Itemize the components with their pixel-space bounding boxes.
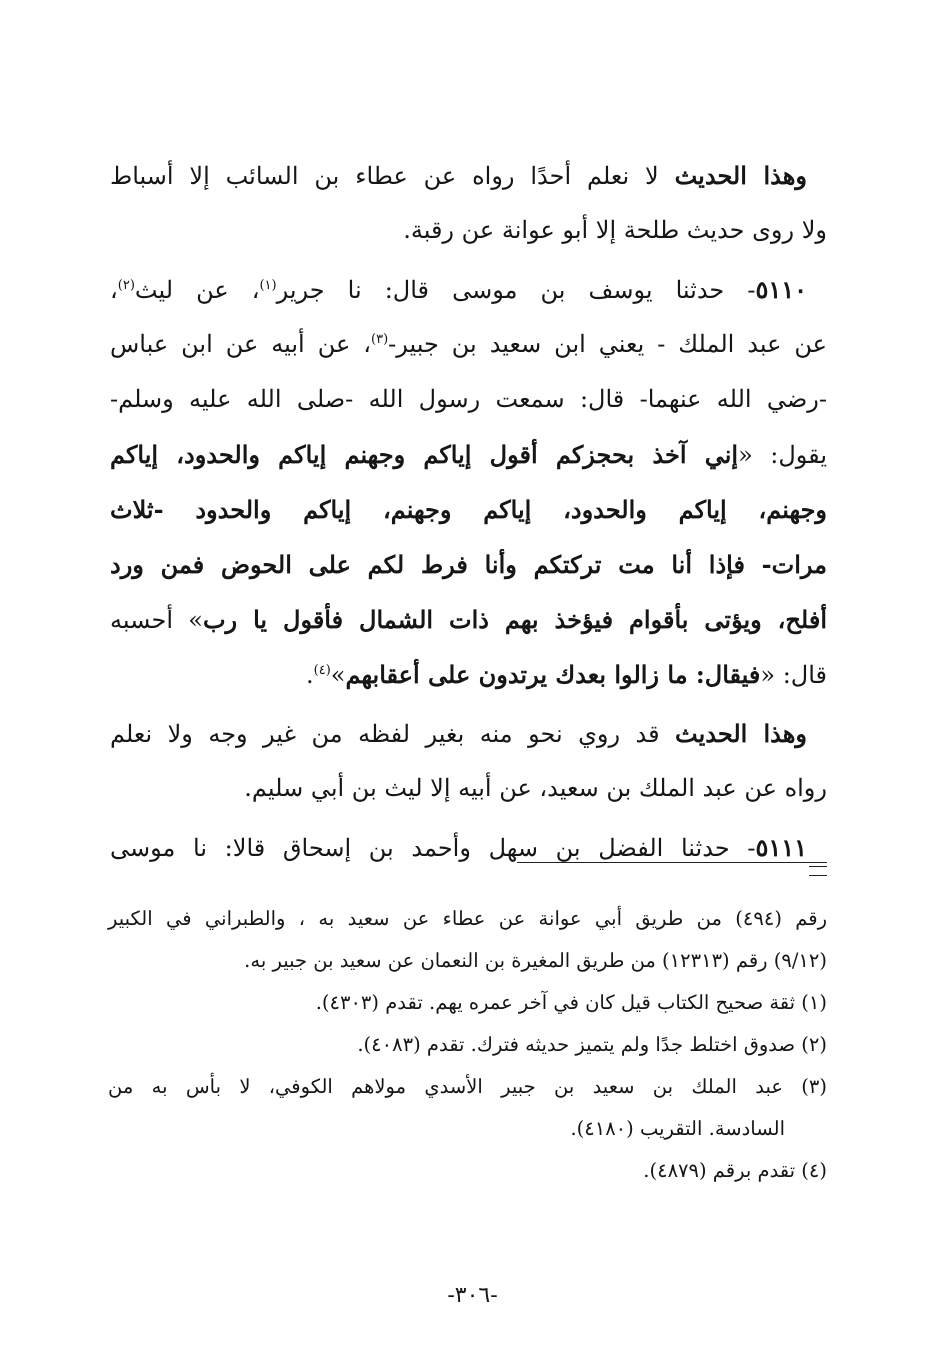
footnote-text: (٢) صدوق اختلط جدًا ولم يتميز حديثه فترك. تقدم (٤٠٨٣). <box>357 1033 827 1056</box>
footnote-1 <box>108 982 827 1024</box>
footnote-continuation <box>108 940 827 982</box>
text-run: - حدثنا الفضل بن سهل وأحمد بن إسحاق قالا: نا موسى <box>110 834 756 862</box>
footnote-4 <box>108 1150 827 1192</box>
footnote-text: (١) ثقة صحيح الكتاب قيل كان في آخر عمره يهم. تقدم (٤٣٠٣). <box>315 991 827 1014</box>
text-run: . <box>306 661 314 689</box>
bold-phrase: وهذا الحديث <box>675 719 807 748</box>
text-line <box>110 148 827 203</box>
text-run: قال: « <box>760 661 827 689</box>
text-run: ولا روى حديث طلحة إلا أبو عوانة عن رقبة. <box>403 216 827 244</box>
text-run: لا نعلم أحدًا رواه عن عطاء بن السائب إلا أسباط <box>110 162 675 190</box>
text-line <box>110 761 827 816</box>
footnote-ref: (٤) <box>313 663 331 678</box>
hadith-5111-heading <box>110 820 827 875</box>
text-run: ، عن ليث <box>134 276 260 304</box>
footnote-text: (٣) عبد الملك بن سعيد بن جبير الأسدي مولاهم الكوفي، لا بأس به من <box>108 1075 827 1098</box>
text-run: قد روي نحو منه بغير لفظه من غير وجه ولا نعلم <box>110 720 675 748</box>
footnote-continuation <box>108 898 827 940</box>
footnote-text: (٤) تقدم برقم (٤٨٧٩). <box>643 1159 827 1182</box>
text-line <box>110 482 827 537</box>
text-run: يقول: « <box>738 441 827 469</box>
hadith-5110-heading <box>110 262 827 317</box>
footnote-3 <box>108 1066 827 1108</box>
footnote-3-continued <box>108 1108 827 1150</box>
footnote-separator <box>517 862 827 863</box>
text-line <box>110 317 827 372</box>
text-run: رواه عن عبد الملك بن سعيد، عن أبيه إلا ليث بن أبي سليم. <box>244 774 827 802</box>
text-run: - حدثنا يوسف بن موسى قال: نا جرير <box>276 276 756 304</box>
hadith-number: ٥١١١ <box>755 833 807 862</box>
footnote-text: (٩/١٢) رقم (١٢٣١٣) من طريق المغيرة بن النعمان عن سعيد بن جبير به. <box>244 949 827 972</box>
text-line <box>110 372 827 427</box>
footnote-text: السادسة. التقريب (٤١٨٠). <box>570 1117 785 1140</box>
text-run: » أحسبه <box>110 606 203 634</box>
footnote-text: رقم (٤٩٤) من طريق أبي عوانة عن عطاء عن سعيد به ، والطبراني في الكبير <box>108 907 827 930</box>
text-run: ، عن أبيه عن ابن عباس <box>110 330 371 358</box>
page-number: -٣٠٦- <box>447 1283 498 1308</box>
text-run: عن عبد الملك - يعني ابن سعيد بن جبير- <box>388 330 828 358</box>
main-text <box>110 148 827 875</box>
bold-phrase: وهذا الحديث <box>674 161 808 190</box>
text-run: -رضي الله عنهما- قال: سمعت رسول الله -صلى الله عليه وسلم- <box>110 385 827 413</box>
footnote-ref: (٣) <box>371 332 389 347</box>
text-run: ، <box>110 276 118 304</box>
footnotes <box>108 898 827 1192</box>
hadith-text: أفلح، ويؤتى بأقوام فيؤخذ بهم ذات الشمال فأقول يا رب <box>202 605 828 634</box>
text-line <box>110 592 827 647</box>
text-line <box>110 427 827 482</box>
footnote-ref: (٢) <box>117 278 135 293</box>
text-line <box>110 706 827 761</box>
hadith-text: وجهنم، إياكم والحدود، إياكم وجهنم، إياكم والحدود -ثلاث <box>110 495 827 524</box>
footnote-ref: (١) <box>259 278 277 293</box>
hadith-text: فيقال: ما زالوا بعدك يرتدون على أعقابهم <box>345 660 761 689</box>
hadith-text: إني آخذ بحجزكم أقول إياكم وجهنم إياكم والحدود، إياكم <box>110 440 739 469</box>
footnote-continuation-mark <box>809 866 827 876</box>
text-line <box>110 537 827 592</box>
text-line <box>110 203 827 258</box>
footnote-2 <box>108 1024 827 1066</box>
hadith-text: مرات- فإذا أنا مت تركتكم وأنا فرط لكم على الحوض فمن ورد <box>110 550 828 579</box>
text-line <box>110 647 827 702</box>
hadith-number: ٥١١٠ <box>755 275 808 304</box>
text-run: » <box>330 661 346 689</box>
